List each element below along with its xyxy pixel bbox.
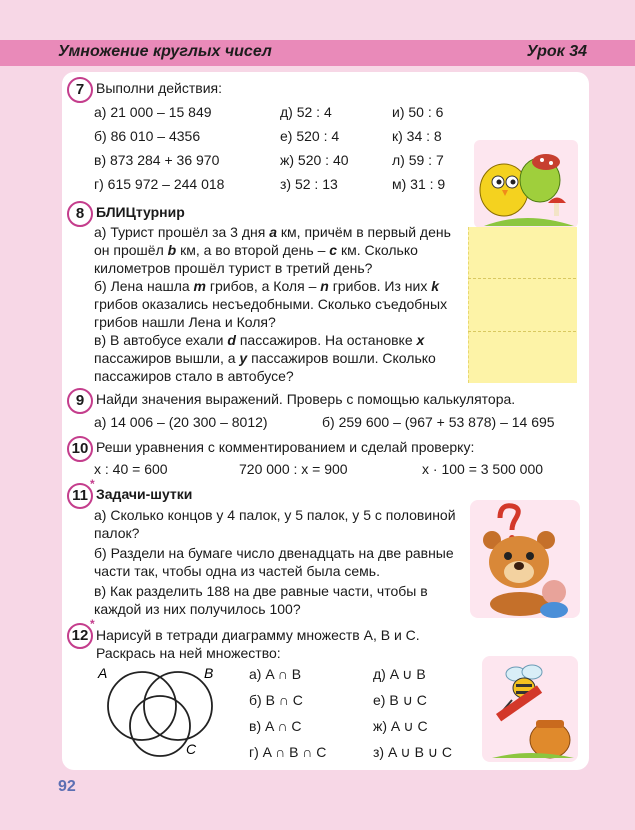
set-b-label: B: [204, 665, 214, 681]
equation-2: 720 000 : x = 900: [239, 461, 348, 477]
variable-b: b: [167, 242, 177, 258]
task-7-number: 7: [67, 77, 93, 103]
variable-y: y: [239, 350, 248, 366]
equation-3: x · 100 = 3 500 000: [422, 461, 544, 477]
task-8b-part: грибов, а Коля –: [206, 278, 321, 294]
set-a-label: A: [98, 665, 108, 681]
task-9a-expression: а) 14 006 – (20 300 – 8012): [94, 414, 268, 430]
set-operation-item: а) A ∩ B: [249, 666, 302, 682]
set-c-label: C: [186, 741, 197, 757]
set-operation-item: д) A ∪ B: [373, 666, 426, 682]
task-10-number: 10: [67, 436, 93, 462]
variable-a: a: [269, 224, 278, 240]
task-9-instruction: Найди значения выражений. Проверь с помощью калькулятора.: [96, 391, 516, 407]
task-8a-part: а) Турист прошёл за 3 дня: [94, 224, 270, 240]
task-8c-part: пассажиров вошли. Сколько пассажиров стало в автобусе?: [94, 350, 436, 384]
answer-divider: [468, 331, 576, 332]
task-12-instruction: Нарисуй в тетради диаграмму множеств A, B и C. Раскрась на ней множество:: [96, 627, 420, 661]
bee-pencil-illustration: [482, 656, 578, 762]
task-8a-part: км, причём в первый день он прошёл: [94, 224, 451, 258]
task-7-item: б) 86 010 – 4356: [94, 128, 201, 144]
task-8a-part: км, а во второй день –: [176, 242, 330, 258]
bear-illustration: [470, 500, 580, 618]
variable-d: d: [227, 332, 236, 348]
equation-1: x : 40 = 600: [94, 461, 168, 477]
task-9-number: 9: [67, 388, 93, 414]
variable-n: n: [320, 278, 329, 294]
task-7-item: ж) 520 : 40: [280, 152, 349, 168]
task-11b-text: б) Раздели на бумаге число двенадцать на две равные части так, чтобы одна из частей была семь.: [94, 545, 454, 579]
task-8a-text: [94, 223, 460, 277]
variable-k: k: [431, 278, 440, 294]
task-11a-text: а) Сколько концов у 4 палок, у 5 палок, у 5 с половиной палок?: [94, 507, 456, 541]
task-8c-part: пассажиров вышли, а: [94, 350, 240, 366]
set-operation-item: г) A ∩ B ∩ C: [249, 744, 327, 760]
task-8b-part: грибов. Из них: [328, 278, 432, 294]
task-8c-text: [94, 331, 460, 385]
lesson-topic-title: Умножение круглых чисел: [58, 43, 272, 60]
venn-diagram: [94, 662, 224, 762]
task-7-item: и) 50 : 6: [392, 104, 444, 120]
task-8c-part: пассажиров. На остановке: [235, 332, 417, 348]
task-7-item: л) 59 : 7: [392, 152, 444, 168]
header-banner: [0, 40, 635, 66]
task-11-title: Задачи-шутки: [96, 486, 193, 502]
answer-divider: [468, 278, 576, 279]
task-10-instruction: Реши уравнения с комментированием и сделай проверку:: [96, 439, 475, 455]
chick-illustration: [474, 140, 578, 228]
task-12-number: 12: [67, 623, 93, 649]
page-number: 92: [58, 778, 76, 795]
task-9b-expression: б) 259 600 – (967 + 53 878) – 14 695: [322, 414, 555, 430]
answer-area-yellow: [468, 227, 577, 383]
set-operation-item: з) A ∪ B ∪ C: [373, 744, 453, 760]
task-11-number: 11: [67, 483, 93, 509]
task-7-instruction: Выполни действия:: [96, 80, 222, 96]
task-7-item: м) 31 : 9: [392, 176, 446, 192]
task-7-item: к) 34 : 8: [392, 128, 442, 144]
variable-c: c: [329, 242, 338, 258]
set-operation-item: е) B ∪ C: [373, 692, 427, 708]
set-operation-item: б) B ∩ C: [249, 692, 303, 708]
task-8-title: БЛИЦтурнир: [96, 204, 185, 220]
task-7-item: д) 52 : 4: [280, 104, 332, 120]
task-7-item: з) 52 : 13: [280, 176, 338, 192]
task-7-item: а) 21 000 – 15 849: [94, 104, 212, 120]
set-operation-item: ж) A ∪ C: [373, 718, 428, 734]
lesson-number: Урок 34: [526, 43, 587, 60]
variable-x: x: [416, 332, 425, 348]
task-8b-part: грибов оказались несъедобными. Сколько съедобных грибов нашли Лена и Коля?: [94, 296, 448, 330]
task-7-item: г) 615 972 – 244 018: [94, 176, 225, 192]
task-7-item: е) 520 : 4: [280, 128, 340, 144]
task-11c-text: в) Как разделить 188 на две равные части, чтобы в каждой из них получилось 100?: [94, 583, 428, 617]
challenge-star: *: [90, 477, 95, 491]
task-8c-part: в) В автобусе ехали: [94, 332, 228, 348]
task-8b-text: [94, 277, 460, 331]
set-operation-item: в) A ∩ C: [249, 718, 302, 734]
challenge-star: *: [90, 617, 95, 631]
task-8a-part: км. Сколько километров прошёл турист в третий день?: [94, 242, 418, 276]
task-7-item: в) 873 284 + 36 970: [94, 152, 220, 168]
variable-m: m: [193, 278, 206, 294]
task-8-number: 8: [67, 201, 93, 227]
task-8b-part: б) Лена нашла: [94, 278, 194, 294]
